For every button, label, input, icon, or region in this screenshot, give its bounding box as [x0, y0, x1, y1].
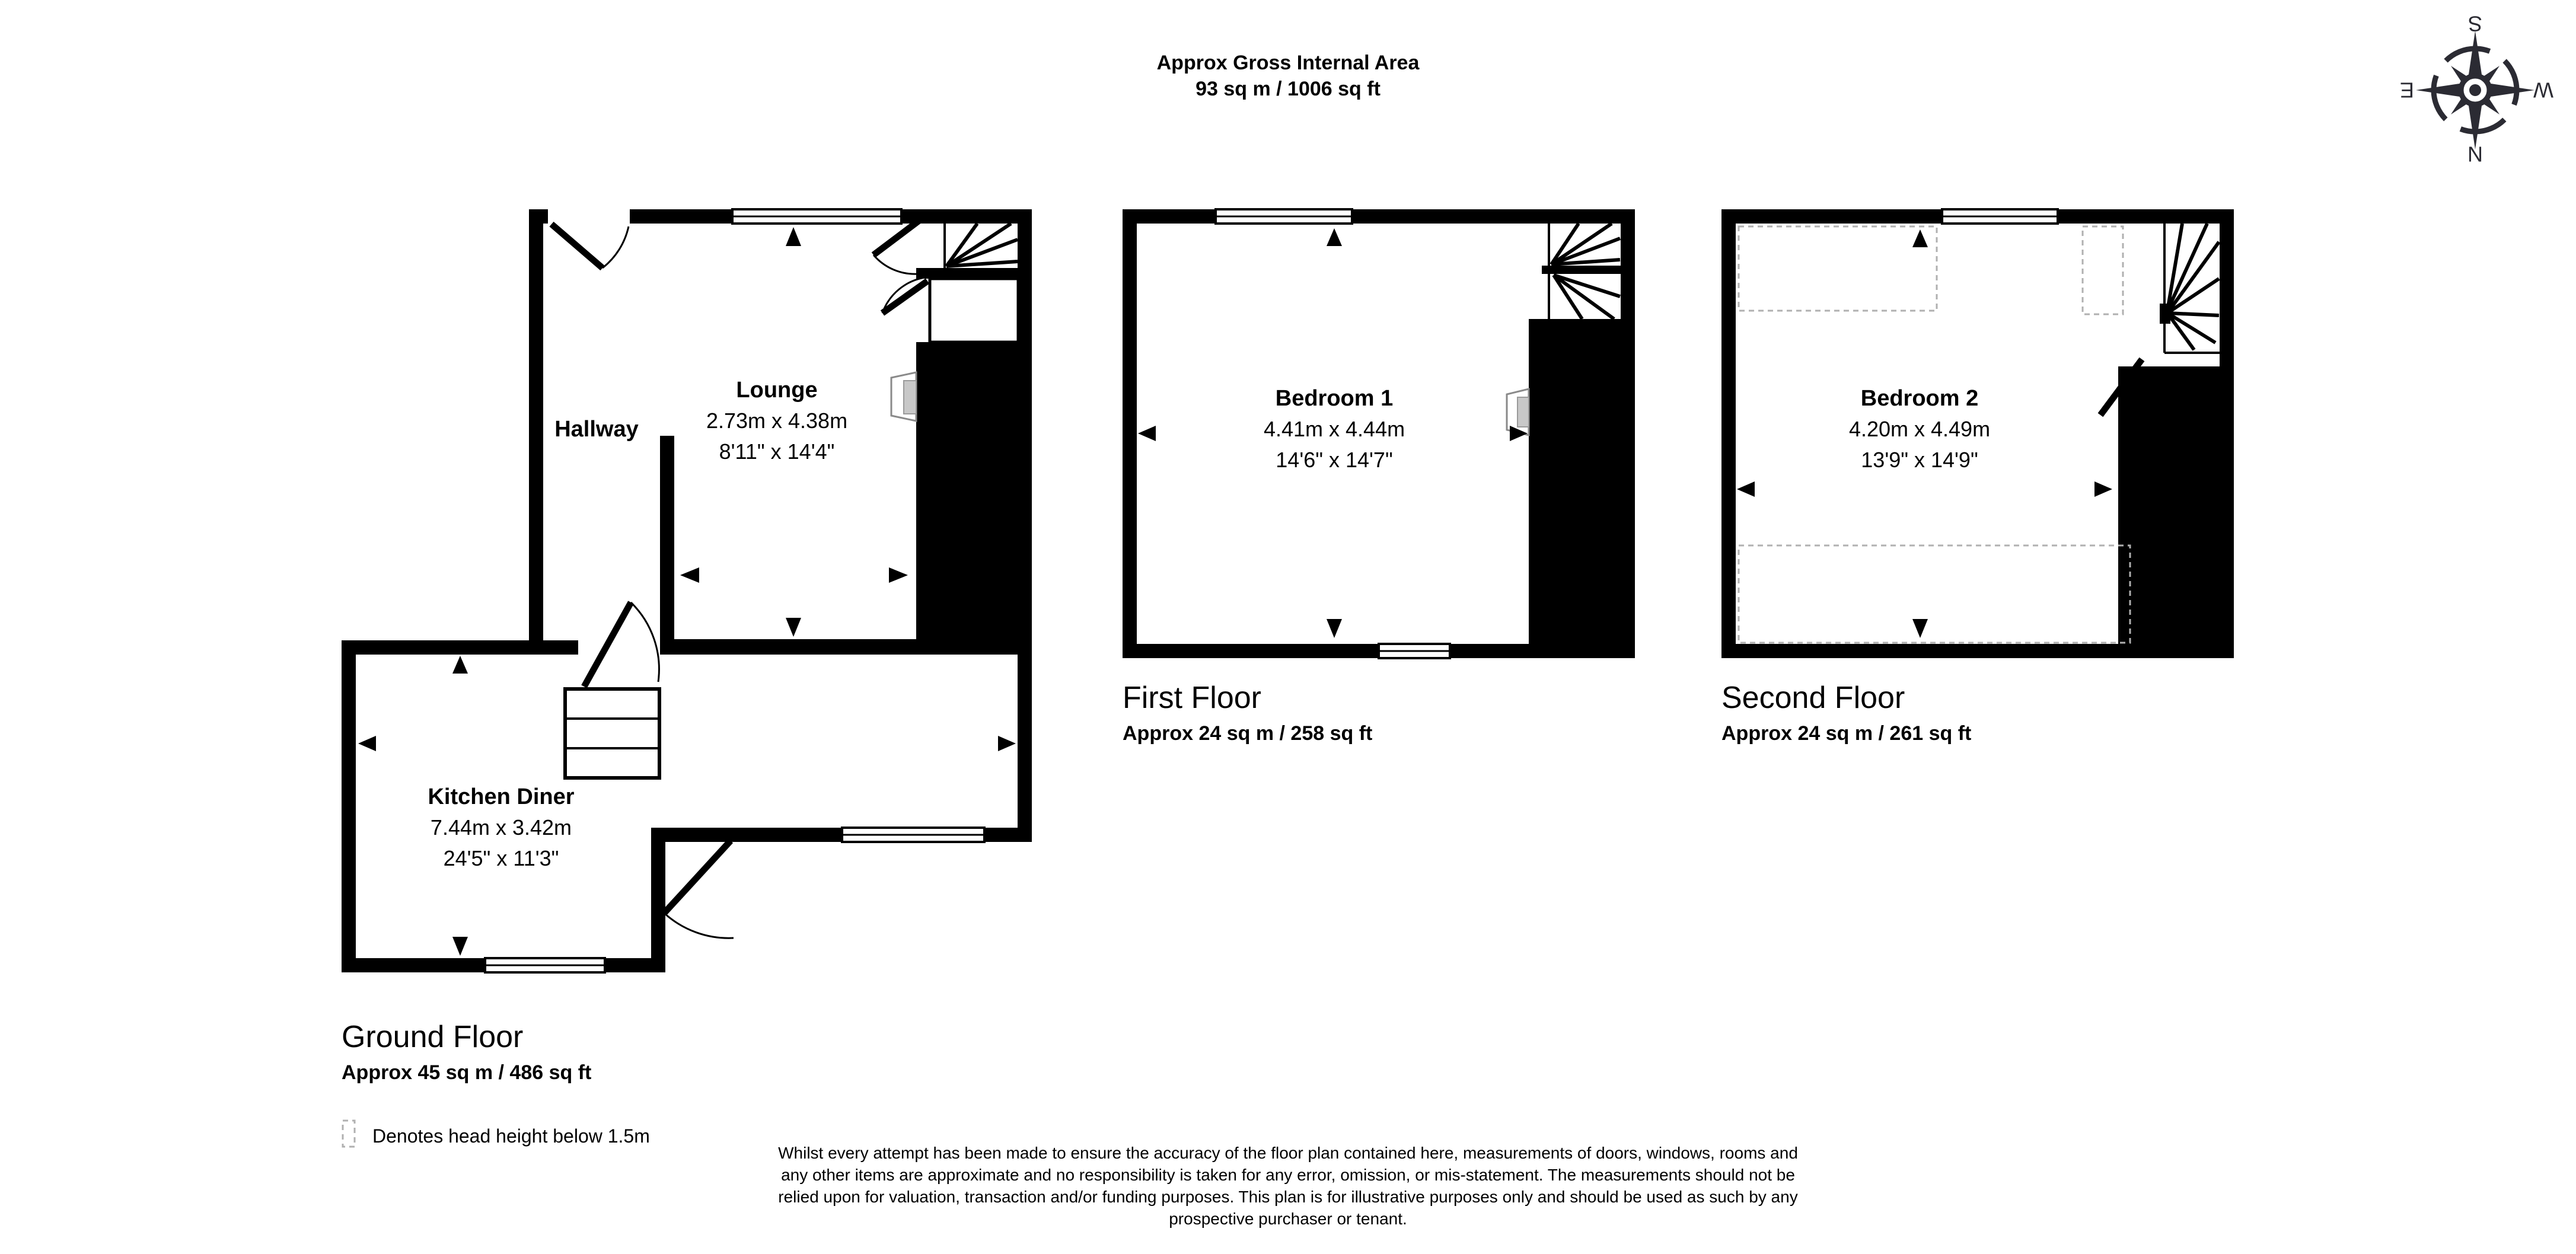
measurement-arrow-up — [1912, 229, 1928, 247]
measurement-arrow-up — [1327, 228, 1342, 246]
room-label-bedroom-1 — [1264, 383, 1405, 476]
head-height-zone — [1739, 226, 1937, 311]
wall — [630, 209, 732, 224]
wall — [342, 640, 578, 655]
wall — [342, 640, 356, 972]
room-label-kitchen-diner — [428, 781, 574, 874]
wall — [660, 639, 916, 655]
fireplace — [891, 372, 916, 421]
window — [1942, 209, 2058, 224]
wall — [1721, 209, 1942, 224]
measurement-arrow-left — [1138, 426, 1156, 441]
window — [732, 209, 901, 224]
door — [873, 221, 919, 274]
room-name: Bedroom 1 — [1275, 386, 1394, 411]
compass-east-label: E — [2399, 78, 2415, 103]
legend-label: Denotes head height below 1.5m — [372, 1125, 650, 1147]
room-dimensions-metric: 4.20m x 4.49m — [1848, 417, 1991, 441]
chimney-mass — [1529, 319, 1635, 658]
wall — [342, 958, 485, 972]
compass-south-label: S — [2467, 11, 2483, 36]
window — [485, 958, 605, 972]
wall — [651, 842, 665, 972]
room-name: Lounge — [736, 378, 818, 403]
floor-area: Approx 45 sq m / 486 sq ft — [342, 1061, 592, 1084]
room-name: Hallway — [554, 417, 639, 442]
compass-west-label: W — [2533, 78, 2553, 103]
measurement-arrow-right — [998, 736, 1016, 751]
room-dimensions-metric: 2.73m x 4.38m — [706, 409, 848, 433]
measurement-arrow-up — [452, 656, 468, 674]
wall — [984, 828, 1032, 842]
floor-name: Second Floor — [1721, 681, 1905, 715]
disclaimer — [778, 1142, 1798, 1230]
compass-rose-icon — [2400, 12, 2553, 167]
chimney-mass — [916, 342, 1032, 655]
door — [584, 602, 659, 687]
floor-name: First Floor — [1123, 681, 1261, 715]
measurement-arrow-left — [680, 567, 699, 583]
staircase-winder — [2164, 224, 2220, 353]
wall — [651, 828, 842, 842]
floor-label-ground — [342, 1019, 591, 1085]
floor-label-second — [1721, 679, 1971, 746]
gross-area-title: Approx Gross Internal Area — [1156, 52, 1420, 74]
gross-area-value: 93 sq m / 1006 sq ft — [1195, 78, 1381, 100]
room-dimensions-metric: 4.41m x 4.44m — [1263, 417, 1405, 441]
hallway-lounge-wall — [660, 436, 674, 655]
wall — [1352, 209, 1635, 224]
staircase-winder — [945, 224, 1018, 268]
head-height-zone — [1739, 545, 2130, 643]
disclaimer-line: any other items are approximate and no responsibility is taken for any error, omission, or mis-statement. The measurements should not be — [781, 1166, 1795, 1184]
room-dimensions-imperial: 14'6" x 14'7" — [1276, 448, 1393, 472]
measurement-arrow-down — [1912, 619, 1928, 638]
wall — [901, 209, 1032, 224]
wall — [529, 209, 543, 655]
wall — [1721, 209, 1736, 658]
measurement-arrow-left — [1737, 481, 1755, 497]
measurement-arrow-down — [1327, 619, 1342, 638]
disclaimer-line: prospective purchaser or tenant. — [1169, 1210, 1407, 1228]
room-dimensions-imperial: 13'9" x 14'9" — [1861, 448, 1978, 472]
door — [664, 841, 734, 938]
measurement-arrow-right — [889, 567, 908, 583]
stair-divider-wall — [916, 268, 1018, 279]
floor-area: Approx 24 sq m / 261 sq ft — [1721, 722, 1972, 745]
compass-north-label: N — [2467, 142, 2483, 167]
measurement-arrow-right — [2094, 481, 2112, 497]
floor-name: Ground Floor — [342, 1020, 524, 1054]
room-label-bedroom-2 — [1849, 383, 1990, 476]
chimney-mass — [2118, 366, 2234, 658]
wall — [1123, 209, 1137, 658]
floor-label-first — [1123, 679, 1372, 746]
disclaimer-line: relied upon for valuation, transaction and/or funding purposes. This plan is for illustrative purposes only and should be used as such by any — [778, 1188, 1798, 1206]
window — [842, 828, 984, 842]
room-label-lounge — [706, 375, 847, 467]
understair-cupboard — [882, 277, 1018, 342]
room-label-hallway — [554, 414, 639, 445]
measurement-arrow-down — [786, 618, 801, 637]
floor-area: Approx 24 sq m / 258 sq ft — [1123, 722, 1373, 745]
staircase-straight — [565, 689, 659, 778]
room-name: Bedroom 2 — [1860, 386, 1979, 411]
room-dimensions-metric: 7.44m x 3.42m — [430, 815, 572, 840]
head-height-zone — [2083, 226, 2123, 314]
room-dimensions-imperial: 24'5" x 11'3" — [443, 846, 559, 870]
room-name: Kitchen Diner — [428, 784, 575, 809]
wall — [2058, 209, 2234, 224]
door — [551, 224, 629, 268]
room-dimensions-imperial: 8'11" x 14'4" — [719, 439, 835, 464]
legend-dashed-box-icon — [343, 1121, 355, 1147]
window — [1379, 644, 1450, 658]
disclaimer-line: Whilst every attempt has been made to ensure the accuracy of the floor plan contained here, measurements of doors, windows, rooms and — [778, 1144, 1798, 1162]
wall — [1123, 644, 1379, 658]
window — [1216, 209, 1352, 224]
stair-divider-wall — [1542, 266, 1621, 274]
measurement-arrow-left — [358, 736, 376, 751]
measurement-arrow-up — [786, 227, 801, 246]
measurement-arrow-down — [452, 937, 468, 956]
